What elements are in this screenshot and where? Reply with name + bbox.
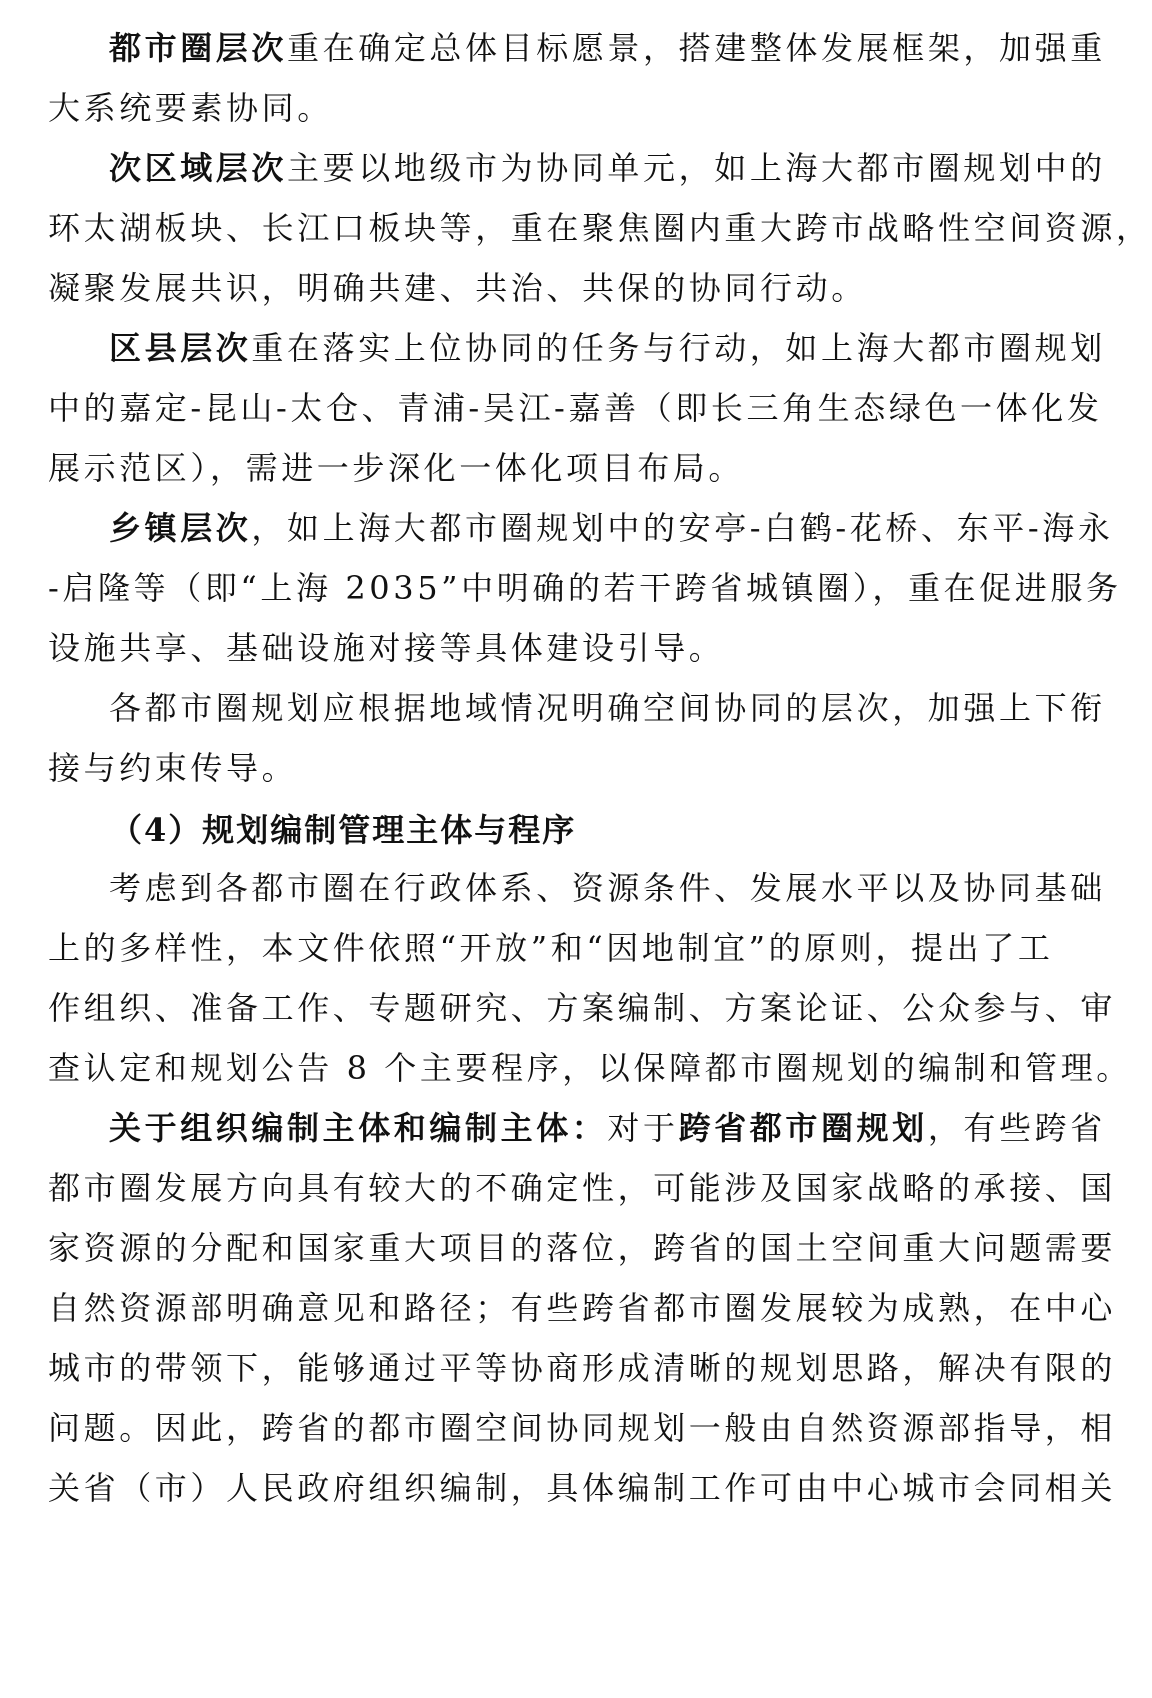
paragraph-7-line-5: 城市的带领下，能够通过平等协商形成清晰的规划思路，解决有限的 bbox=[48, 1349, 1117, 1387]
paragraph-7-text-a: 对于 bbox=[607, 1109, 679, 1147]
paragraph-4-line-3: 设施共享、基础设施对接等具体建设引导。 bbox=[48, 629, 725, 667]
paragraph-6-line-1: 考虑到各都市圈在行政体系、资源条件、发展水平以及协同基础 bbox=[109, 869, 1106, 907]
paragraph-2-line-1 bbox=[109, 148, 1106, 188]
paragraph-2-line-2: 环太湖板块、长江口板块等，重在聚焦圈内重大跨市战略性空间资源， bbox=[48, 209, 1152, 247]
paragraph-4-line-2: -启隆等（即“上海 2035”中明确的若干跨省城镇圈），重在促进服务 bbox=[48, 569, 1122, 607]
paragraph-2-text: 主要以地级市为协同单元，如上海大都市圈规划中的 bbox=[287, 149, 1106, 187]
paragraph-1-line-1 bbox=[109, 28, 1106, 68]
paragraph-6-line-4: 查认定和规划公告 8 个主要程序，以保障都市圈规划的编制和管理。 bbox=[48, 1049, 1132, 1087]
paragraph-7-line-3: 家资源的分配和国家重大项目的落位，跨省的国土空间重大问题需要 bbox=[48, 1229, 1117, 1267]
term-metro-level: 都市圈层次 bbox=[109, 29, 288, 67]
paragraph-6-line-2: 上的多样性，本文件依照“开放”和“因地制宜”的原则，提出了工 bbox=[48, 929, 1054, 967]
paragraph-7-line-6: 问题。因此，跨省的都市圈空间协同规划一般由自然资源部指导，相 bbox=[48, 1409, 1117, 1447]
paragraph-7-line-7: 关省（市）人民政府组织编制，具体编制工作可由中心城市会同相关 bbox=[48, 1469, 1117, 1507]
paragraph-3-line-3: 展示范区），需进一步深化一体化项目布局。 bbox=[48, 449, 745, 487]
section-heading: （4）规划编制管理主体与程序 bbox=[110, 811, 577, 849]
paragraph-3-line-2: 中的嘉定-昆山-太仓、青浦-吴江-嘉善（即长三角生态绿色一体化发 bbox=[48, 389, 1103, 427]
term-town-level: 乡镇层次 bbox=[109, 509, 252, 547]
paragraph-3-line-1 bbox=[109, 328, 1106, 368]
paragraph-2-line-3: 凝聚发展共识，明确共建、共治、共保的协同行动。 bbox=[48, 269, 867, 307]
paragraph-5-line-1: 各都市圈规划应根据地域情况明确空间协同的层次，加强上下衔 bbox=[109, 689, 1106, 727]
term-subregion-level: 次区域层次 bbox=[109, 149, 288, 187]
paragraph-7-line-4: 自然资源部明确意见和路径；有些跨省都市圈发展较为成熟，在中心 bbox=[48, 1289, 1117, 1327]
term-organizing-subject: 关于组织编制主体和编制主体： bbox=[109, 1109, 608, 1147]
paragraph-4-text: ，如上海大都市圈规划中的安亭-白鹤-花桥、东平-海永 bbox=[251, 509, 1114, 547]
paragraph-4-line-1 bbox=[109, 508, 1114, 548]
paragraph-7-text-b: ，有些跨省 bbox=[927, 1109, 1106, 1147]
paragraph-1-text: 重在确定总体目标愿景，搭建整体发展框架，加强重 bbox=[287, 29, 1106, 67]
paragraph-5-line-2: 接与约束传导。 bbox=[48, 749, 298, 787]
paragraph-7-line-2: 都市圈发展方向具有较大的不确定性，可能涉及国家战略的承接、国 bbox=[48, 1169, 1117, 1207]
paragraph-6-line-3: 作组织、准备工作、专题研究、方案编制、方案论证、公众参与、审 bbox=[48, 989, 1117, 1027]
term-cross-province-plan: 跨省都市圈规划 bbox=[678, 1109, 928, 1147]
paragraph-1-line-2: 大系统要素协同。 bbox=[48, 89, 333, 127]
term-county-level: 区县层次 bbox=[109, 329, 252, 367]
paragraph-3-text: 重在落实上位协同的任务与行动，如上海大都市圈规划 bbox=[251, 329, 1106, 367]
paragraph-7-line-1 bbox=[109, 1108, 1106, 1148]
